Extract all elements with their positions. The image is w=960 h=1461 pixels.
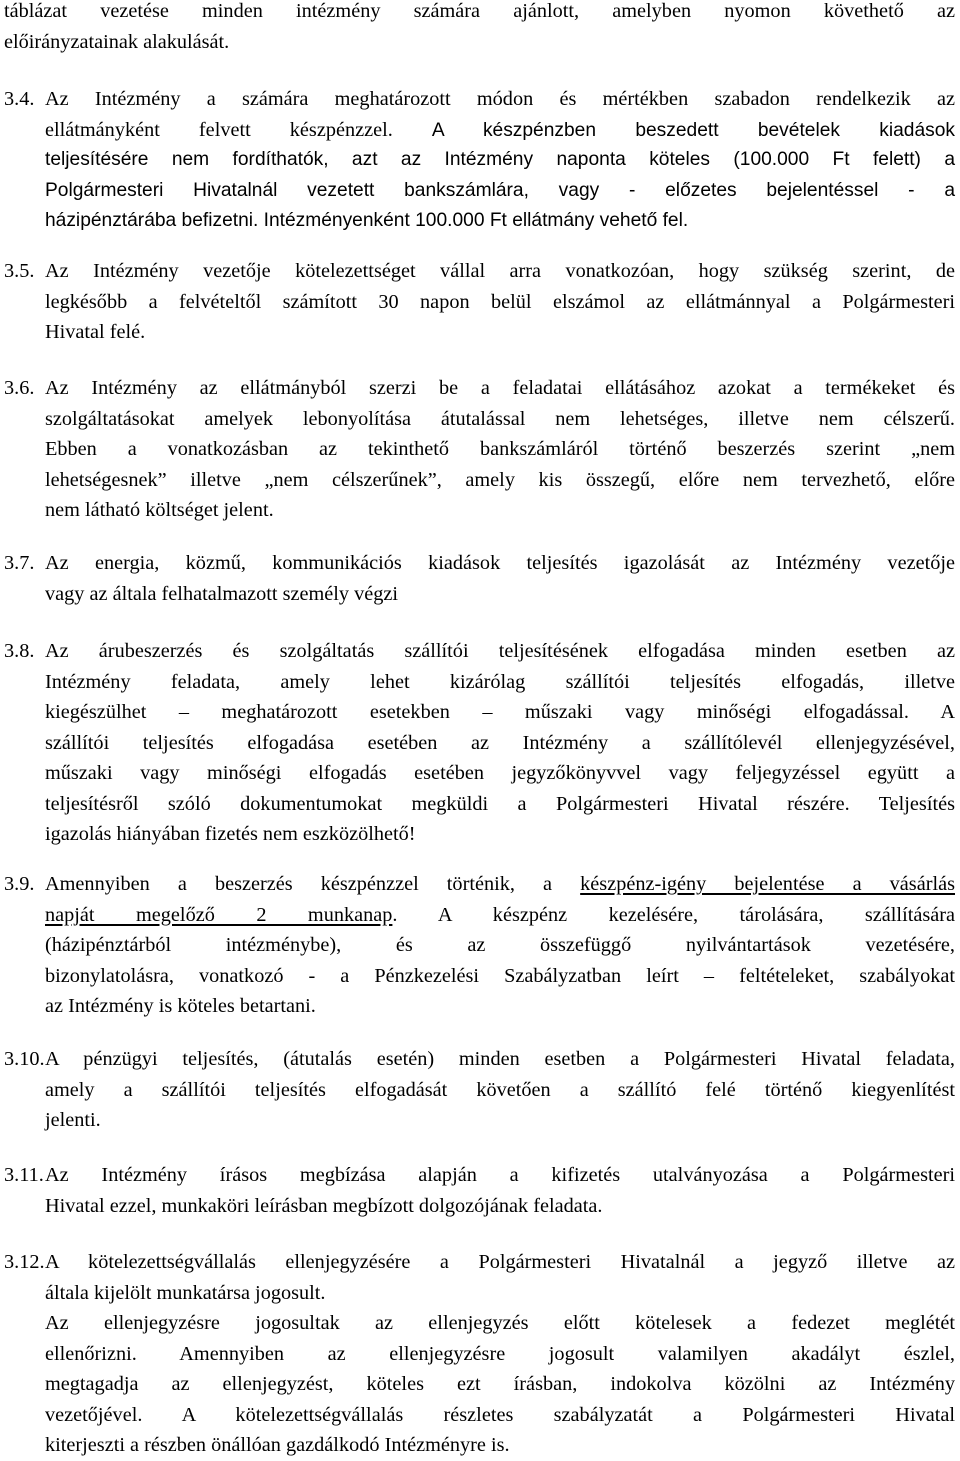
text-line: lehetségesnek” illetve „nem célszerűnek”, amely kis összegű, előre nem tervezhető, előre: [45, 468, 955, 491]
section-number: 3.4.: [4, 88, 35, 110]
text-line: . A készpénz kezelésére, tárolására, szállítására: [392, 903, 955, 926]
text-line: A készpénzben beszedett bevételek kiadások: [431, 119, 956, 141]
section-number: 3.9.: [4, 873, 35, 895]
underlined-deadline-text: napját megelőző 2 munkanap: [45, 903, 393, 926]
paragraph-3-5: [4, 256, 955, 348]
text-line: vagy az általa felhatalmazott személy végzi: [45, 582, 399, 605]
text-line: Hivatal ezzel, munkaköri leírásban megbízott dolgozójának feladata.: [45, 1194, 603, 1217]
text-line: legkésőbb a felvételtől számított 30 napon belül elszámol az ellátmánnyal a Polgármesteri: [45, 290, 955, 313]
paragraph-3-8: [4, 636, 955, 850]
section-number: 3.12.: [4, 1251, 45, 1273]
text-line: Az Intézmény a számára meghatározott módon és mértékben szabadon rendelkezik az: [45, 88, 955, 110]
section-number: 3.5.: [4, 260, 35, 282]
text-line: megtagadja az ellenjegyzést, köteles ezt írásban, indokolva közölni az Intézmény: [45, 1373, 955, 1395]
text-line: bizonylatolásra, vonatkozó - a Pénzkezelési Szabályzatban leírt – feltételeket, szabályokat: [45, 964, 955, 987]
section-number: 3.7.: [4, 552, 35, 574]
text-line: amely a szállítói teljesítés elfogadását követően a szállító felé történő kiegyenlítést: [45, 1078, 955, 1101]
section-number: 3.11.: [4, 1164, 44, 1186]
text-line: A kötelezettségvállalás ellenjegyzésére a Polgármesteri Hivatalnál a jegyző illetve az: [45, 1251, 955, 1273]
section-number: 3.10.: [4, 1048, 45, 1070]
text-line: szolgáltatásokat amelyek lebonyolítása átutalással nem lehetséges, illetve nem célszerű.: [45, 407, 955, 430]
paragraph-3-6: [4, 373, 955, 526]
text-line: Hivatal felé.: [45, 321, 146, 343]
text-line: előirányzatainak alakulását.: [4, 30, 230, 53]
text-line: házipénztárába befizetni. Intézményenként 100.000 Ft ellátmány vehető fel.: [45, 210, 689, 231]
text-line: Amennyiben a beszerzés készpénzzel történik, a: [45, 873, 581, 895]
paragraph-3-10: [4, 1044, 955, 1136]
text-line: általa kijelölt munkatársa jogosult.: [45, 1281, 326, 1304]
text-line: ellátmányként felvett készpénzzel.: [45, 118, 393, 141]
text-line: Az Intézmény írásos megbízása alapján a kifizetés utalványozása a Polgármesteri: [45, 1164, 955, 1186]
text-line: szállítói teljesítés elfogadása esetében az Intézmény a szállítólevél ellenjegyzésével,: [45, 731, 955, 754]
text-line: Az energia, közmű, kommunikációs kiadások teljesítés igazolását az Intézmény vezetője: [45, 552, 955, 574]
text-line: teljesítésről szóló dokumentumokat megküldi a Polgármesteri Hivatal részére. Teljesítés: [45, 792, 955, 815]
text-line: vezetőjével. A kötelezettségvállalás részletes szabályzatát a Polgármesteri Hivatal: [45, 1403, 955, 1426]
paragraph-3-3-continuation: [4, 0, 955, 57]
paragraph-3-7: [4, 548, 955, 609]
text-line: teljesítésére nem fordíthatók, azt az Intézmény naponta köteles (100.000 Ft felett) a: [45, 149, 955, 170]
text-line: jelenti.: [45, 1109, 101, 1131]
text-line: Az árubeszerzés és szolgáltatás szállítói teljesítésének elfogadása minden esetben az: [45, 640, 955, 662]
text-line: Az ellenjegyzésre jogosultak az ellenjegyzés előtt kötelesek a fedezet meglétét: [45, 1312, 955, 1334]
text-line: Ebben a vonatkozásban az tekinthető bankszámláról történő beszerzés szerint „nem: [45, 438, 955, 460]
text-line: Az Intézmény az ellátmányból szerzi be a feladatai ellátásához azokat a termékeket és: [45, 377, 955, 399]
text-line: A pénzügyi teljesítés, (átutalás esetén) minden esetben a Polgármesteri Hivatal feladata,: [45, 1048, 955, 1070]
text-line: Az Intézmény vezetője kötelezettséget vállal arra vonatkozóan, hogy szükség szerint, de: [45, 260, 955, 282]
section-number: 3.8.: [4, 640, 35, 662]
paragraph-3-11: [4, 1160, 955, 1221]
text-line: nem látható költséget jelent.: [45, 499, 274, 521]
text-line: táblázat vezetése minden intézmény számára ajánlott, amelyben nyomon követhető az: [4, 0, 955, 22]
text-line: kiterjeszti a részben önállóan gazdálkodó Intézményre is.: [45, 1434, 510, 1456]
paragraph-3-4: [4, 84, 955, 237]
paragraph-3-12: [4, 1247, 955, 1461]
underlined-deadline-text: készpénz-igény bejelentése a vásárlás: [580, 873, 955, 895]
text-line: az Intézmény is köteles betartani.: [45, 995, 316, 1017]
text-line: műszaki vagy minőségi elfogadás esetében jegyzőkönyvvel vagy feljegyzéssel együtt a: [45, 762, 955, 784]
section-number: 3.6.: [4, 377, 35, 399]
text-line: Intézmény feladata, amely lehet kizárólag szállítói teljesítés elfogadás, illetve: [45, 670, 955, 693]
text-line: ellenőrizni. Amennyiben az ellenjegyzésre jogosult valamilyen akadályt észlel,: [45, 1342, 955, 1365]
text-line: igazolás hiányában fizetés nem eszközölhető!: [45, 823, 416, 845]
text-line: Polgármesteri Hivatalnál vezetett bankszámlára, vagy - előzetes bejelentéssel - a: [45, 179, 955, 201]
text-line: (házipénztárból intézménybe), és az összefüggő nyilvántartások vezetésére,: [45, 934, 955, 956]
text-line: kiegészülhet – meghatározott esetekben – műszaki vagy minőségi elfogadással. A: [45, 701, 955, 723]
paragraph-3-9: [4, 869, 955, 1022]
